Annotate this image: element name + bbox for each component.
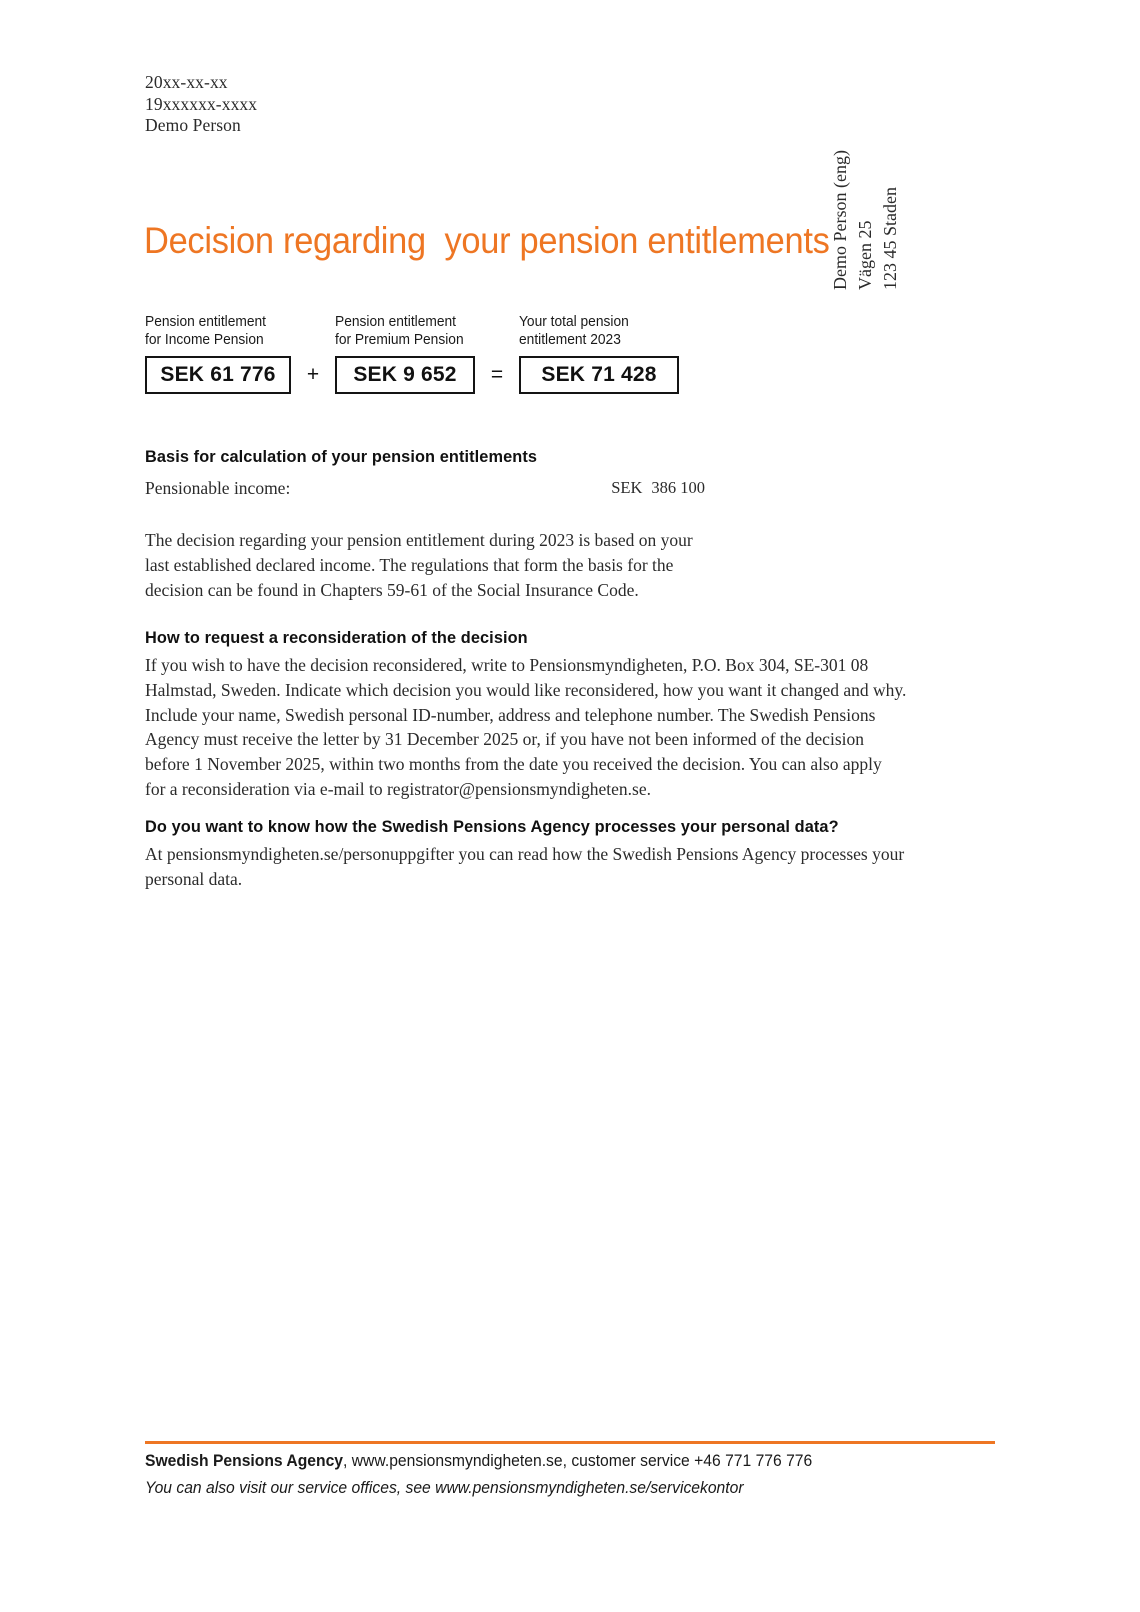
footer-divider	[145, 1441, 995, 1444]
footer-agency-name: Swedish Pensions Agency	[145, 1452, 344, 1470]
premium-pension-group	[335, 314, 475, 394]
recipient-name: Demo Person	[145, 115, 241, 135]
decision-paragraph	[145, 528, 845, 602]
personal-data-paragraph	[145, 842, 985, 892]
income-pension-caption	[145, 314, 284, 349]
personal-data-heading: Do you want to know how the Swedish Pensions Agency processes your personal data?	[145, 817, 839, 836]
reconsideration-line1: If you wish to have the decision reconsidered, write to Pensionsmyndigheten, P.O. Box 304, SE-301 08	[145, 655, 869, 675]
decision-paragraph-line2: last established declared income. The regulations that form the basis for the	[145, 554, 674, 575]
reconsideration-paragraph	[145, 653, 985, 802]
total-pension-amount-box: SEK 71 428	[519, 356, 679, 394]
income-pension-caption-line1: Pension entitlement	[145, 314, 266, 330]
postal-address-block	[828, 150, 998, 460]
premium-pension-amount-box: SEK 9 652	[335, 356, 475, 394]
reconsideration-heading: How to request a reconsideration of the decision	[145, 628, 528, 647]
footer-contact-line	[145, 1452, 812, 1471]
total-pension-caption-line2: entitlement 2023	[519, 331, 621, 348]
basis-heading: Basis for calculation of your pension entitlements	[145, 447, 538, 466]
plus-operator: +	[306, 363, 320, 386]
recipient-meta-block	[145, 72, 257, 137]
address-name: Demo Person (eng)	[830, 150, 850, 290]
total-pension-group	[519, 314, 679, 394]
pensionable-income-row	[145, 478, 705, 499]
pensionable-income-value	[611, 478, 705, 499]
footer-service-offices-line: You can also visit our service offices, see www.pensionsmyndigheten.se/servicekontor	[145, 1479, 744, 1497]
personal-data-line1: At pensionsmyndigheten.se/personuppgifter you can read how the Swedish Pensions Agency processes your	[145, 844, 905, 864]
footer-contact-details: , www.pensionsmyndigheten.se, customer service +46 771 776 776	[343, 1452, 813, 1470]
income-pension-amount-box: SEK 61 776	[145, 356, 291, 394]
premium-pension-caption-line1: Pension entitlement	[335, 314, 456, 330]
reconsideration-line3: Include your name, Swedish personal ID-number, address and telephone number. The Swedish Pensions	[145, 704, 876, 725]
total-pension-caption	[519, 314, 671, 349]
postal-address-rotated	[828, 150, 903, 290]
equals-operator: =	[490, 363, 504, 386]
pensionable-income-amount: 386 100	[651, 478, 705, 497]
decision-paragraph-line3: decision can be found in Chapters 59-61 of the Social Insurance Code.	[145, 579, 639, 600]
address-city: 123 45 Staden	[880, 187, 900, 290]
income-pension-caption-line2: for Income Pension	[145, 331, 264, 348]
reconsideration-line2: Halmstad, Sweden. Indicate which decision you would like reconsidered, how you want it changed and why.	[145, 679, 907, 700]
premium-pension-caption	[335, 314, 468, 349]
pension-entitlement-summary	[145, 314, 679, 394]
page-title: Decision regarding your pension entitlements	[144, 220, 830, 261]
reconsideration-line5: before 1 November 2025, within two months from the date you received the decision. You can also apply	[145, 754, 882, 775]
total-pension-caption-line1: Your total pension	[519, 314, 629, 330]
premium-pension-caption-line2: for Premium Pension	[335, 331, 464, 348]
address-street: Vägen 25	[855, 220, 875, 290]
pensionable-income-label: Pensionable income:	[145, 478, 291, 498]
reconsideration-line4: Agency must receive the letter by 31 December 2025 or, if you have not been informed of the decision	[145, 729, 864, 750]
pensionable-income-currency: SEK	[611, 478, 643, 497]
reconsideration-line6: for a reconsideration via e-mail to registrator@pensionsmyndigheten.se.	[145, 778, 651, 799]
document-date: 20xx-xx-xx	[145, 72, 228, 92]
decision-paragraph-line1: The decision regarding your pension entitlement during 2023 is based on your	[145, 530, 693, 550]
income-pension-group	[145, 314, 291, 394]
personal-data-line2: personal data.	[145, 868, 243, 889]
personal-id-number: 19xxxxxx-xxxx	[145, 93, 258, 114]
